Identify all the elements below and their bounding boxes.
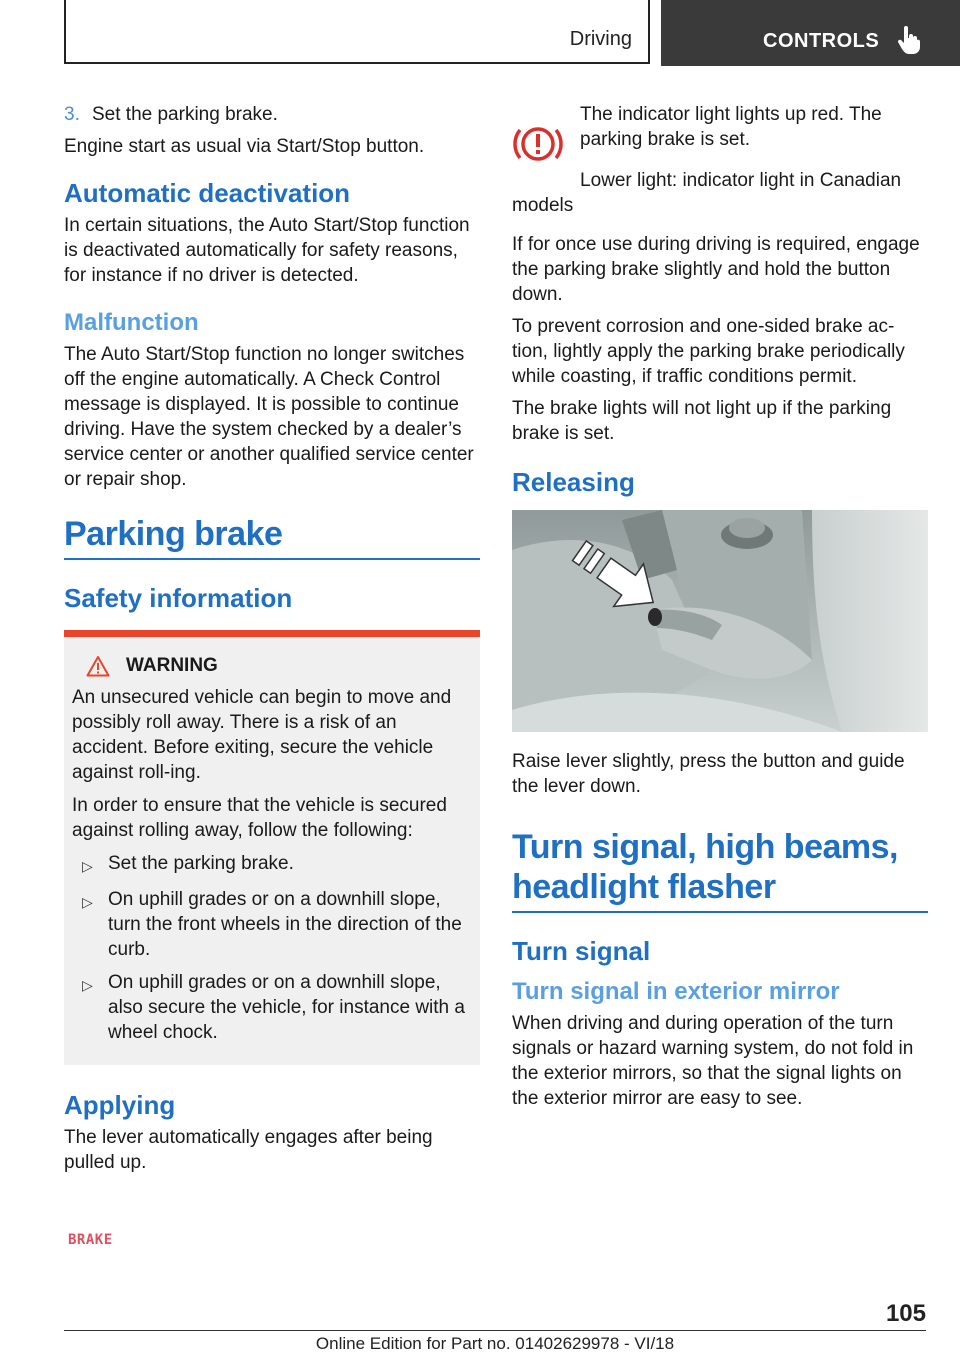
- auto-deactivation-heading: Automatic deactivation: [64, 178, 351, 208]
- header-section-box: [64, 0, 650, 64]
- malfunction-heading: Malfunction: [64, 309, 199, 336]
- pointing-hand-icon: [897, 26, 921, 54]
- applying-heading: Applying: [64, 1090, 176, 1120]
- brake-lights-text: The brake lights will not light up if the parking brake is set.: [512, 398, 892, 444]
- footer-edition-text: Online Edition for Part no. 01402629978 - VI/18: [315, 1334, 675, 1353]
- list-item: ▷ Set the parking brake.: [82, 851, 472, 879]
- parking-brake-heading: Parking brake: [64, 514, 480, 560]
- center-console-photo: [512, 510, 928, 732]
- warning-triangle-icon: [86, 655, 110, 677]
- indicator-text-1: The indicator light lights up red. The parking brake is set.: [580, 104, 882, 150]
- corrosion-text: To prevent corrosion and one-sided brake ac‐tion, lightly apply the parking brake periodically while coasting, if traffic conditions permit.: [512, 316, 905, 387]
- warning-text-2: In order to ensure that the vehicle is secured against rolling away, follow the following:: [72, 795, 447, 841]
- bullet-triangle-icon: ▷: [82, 858, 93, 874]
- turn-signal-heading: Turn signal: [512, 936, 651, 966]
- header-chapter-label: CONTROLS: [763, 30, 880, 52]
- step-number: 3.: [64, 104, 80, 125]
- engine-start-text: Engine start as usual via Start/Stop button.: [64, 136, 425, 157]
- releasing-heading: Releasing: [512, 467, 635, 497]
- warning-bullet-list: [82, 851, 472, 1045]
- indicator-text-block: [580, 102, 928, 158]
- safety-information-heading: Safety information: [64, 583, 293, 613]
- warning-box: [64, 630, 480, 1065]
- list-item: ▷ On uphill grades or on a downhill slope, turn the front wheels in the direction of the curb.: [82, 889, 462, 960]
- malfunction-text: The Auto Start/Stop function no longer switches off the engine automatically. A Check Control message is displayed. It is possible to continue driving. Have the system checked by a dealer’s service center or another qualified service center or repair shop.: [64, 344, 474, 490]
- parking-brake-indicator-icon: [512, 118, 564, 170]
- indicator-text-2: Lower light: indicator light in Canadian models: [512, 170, 902, 216]
- auto-deactivation-text: In certain situations, the Auto Start/Stop function is deactivated automatically for safety reasons, for instance if no driver is detected.: [64, 215, 470, 286]
- brake-tag: BRAKE: [68, 1232, 113, 1248]
- turn-signal-mirror-text: When driving and during operation of the turn signals or hazard warning system, do not fold in the exterior mirrors, so that the signal lights on the exterior mirror are easy to see.: [512, 1013, 914, 1109]
- step-text: Set the parking brake.: [92, 104, 278, 125]
- warning-title: [72, 655, 472, 677]
- footer-divider: [64, 1330, 926, 1331]
- list-item: ▷ On uphill grades or on a downhill slope, also secure the vehicle, for instance with a wheel chock.: [82, 972, 465, 1043]
- warning-title-text: WARNING: [126, 655, 218, 676]
- indicator-row: [512, 102, 928, 170]
- driving-use-text: If for once use during driving is required, engage the parking brake slightly and hold the button down.: [512, 234, 920, 305]
- bullet-triangle-icon: ▷: [82, 977, 93, 993]
- applying-text: The lever automatically engages after being pulled up.: [64, 1127, 433, 1173]
- warning-text-1: An unsecured vehicle can begin to move and possibly roll away. There is a risk of an accident. Before exiting, secure the vehicle against roll‐ing.: [72, 687, 452, 783]
- page-number: 105: [885, 1300, 926, 1327]
- step-3: [64, 102, 480, 127]
- turn-signal-mirror-heading: Turn signal in exterior mirror: [512, 978, 840, 1005]
- header-section-title: Driving: [569, 28, 632, 50]
- bullet-triangle-icon: ▷: [82, 894, 93, 910]
- right-column: [512, 102, 928, 1118]
- left-column: [64, 102, 480, 1182]
- turn-signal-main-heading: Turn signal, high beams, headlight flasher: [512, 827, 928, 913]
- releasing-text: Raise lever slightly, press the button and guide the lever down.: [512, 751, 905, 797]
- header-chapter-tab[interactable]: [661, 0, 960, 66]
